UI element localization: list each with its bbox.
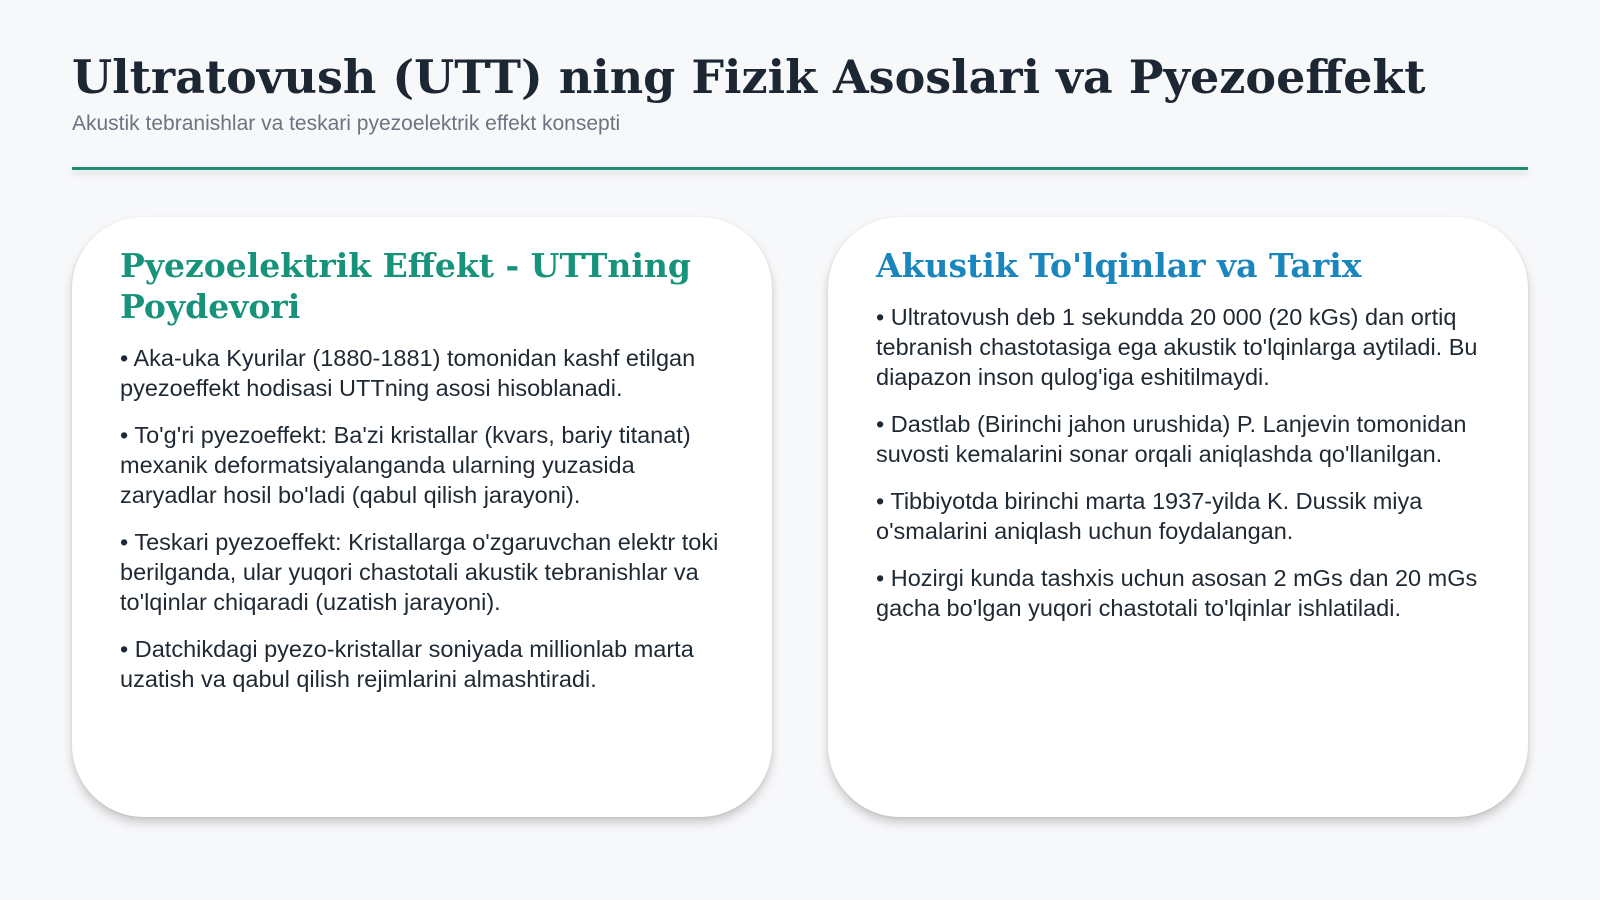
- page-subtitle: Akustik tebranishlar va teskari pyezoelektrik effekt konsepti: [72, 112, 621, 135]
- bullet-item: • Tibbiyotda birinchi marta 1937-yilda K. Dussik miya o'smalarini aniqlash uchun foydalangan.: [876, 488, 1423, 544]
- bullet-item: • Dastlab (Birinchi jahon urushida) P. Lanjevin tomonidan suvosti kemalarini sonar orqali aniqlashda qo'llanilgan.: [876, 411, 1467, 467]
- bullet-item: • Hozirgi kunda tashxis uchun asosan 2 mGs dan 20 mGs gacha bo'lgan yuqori chastotali to'lqinlar ishlatiladi.: [876, 565, 1478, 621]
- bullet-item: • Ultratovush deb 1 sekundda 20 000 (20 kGs) dan ortiq tebranish chastotasiga ega akustik to'lqinlarga aytiladi. Bu diapazon inson qulog'iga eshitilmaydi.: [876, 304, 1478, 390]
- card-title: Pyezoelektrik Effekt - UTTning Poydevori: [120, 246, 691, 326]
- piezo-effect-card: [72, 217, 772, 817]
- slide-header: [72, 44, 1528, 138]
- bullet-list: [876, 302, 1484, 623]
- acoustic-waves-history-card: [828, 217, 1528, 817]
- page-title: Ultratovush (UTT) ning Fizik Asoslari va Pyezoeffekt: [72, 50, 1426, 104]
- bullet-item: • Aka-uka Kyurilar (1880-1881) tomonidan kashf etilgan pyezoeffekt hodisasi UTTning asosi hisoblanadi.: [120, 345, 696, 401]
- card-title: Akustik To'lqinlar va Tarix: [876, 246, 1362, 285]
- bullet-item: • Datchikdagi pyezo-kristallar soniyada millionlab marta uzatish va qabul qilish rejimlarini almashtiradi.: [120, 636, 694, 692]
- bullet-item: • Teskari pyezoeffekt: Kristallarga o'zgaruvchan elektr toki berilganda, ular yuqori chastotali akustik tebranishlar va to'lqinlar chiqaradi (uzatish jarayoni).: [120, 529, 719, 615]
- bullet-item: • To'g'ri pyezoeffekt: Ba'zi kristallar (kvars, bariy titanat) mexanik deformatsiyalanganda ularning yuzasida zaryadlar hosil bo'ladi (qabul qilish jarayoni).: [120, 422, 691, 508]
- header-divider: [72, 167, 1528, 170]
- bullet-list: [120, 343, 728, 694]
